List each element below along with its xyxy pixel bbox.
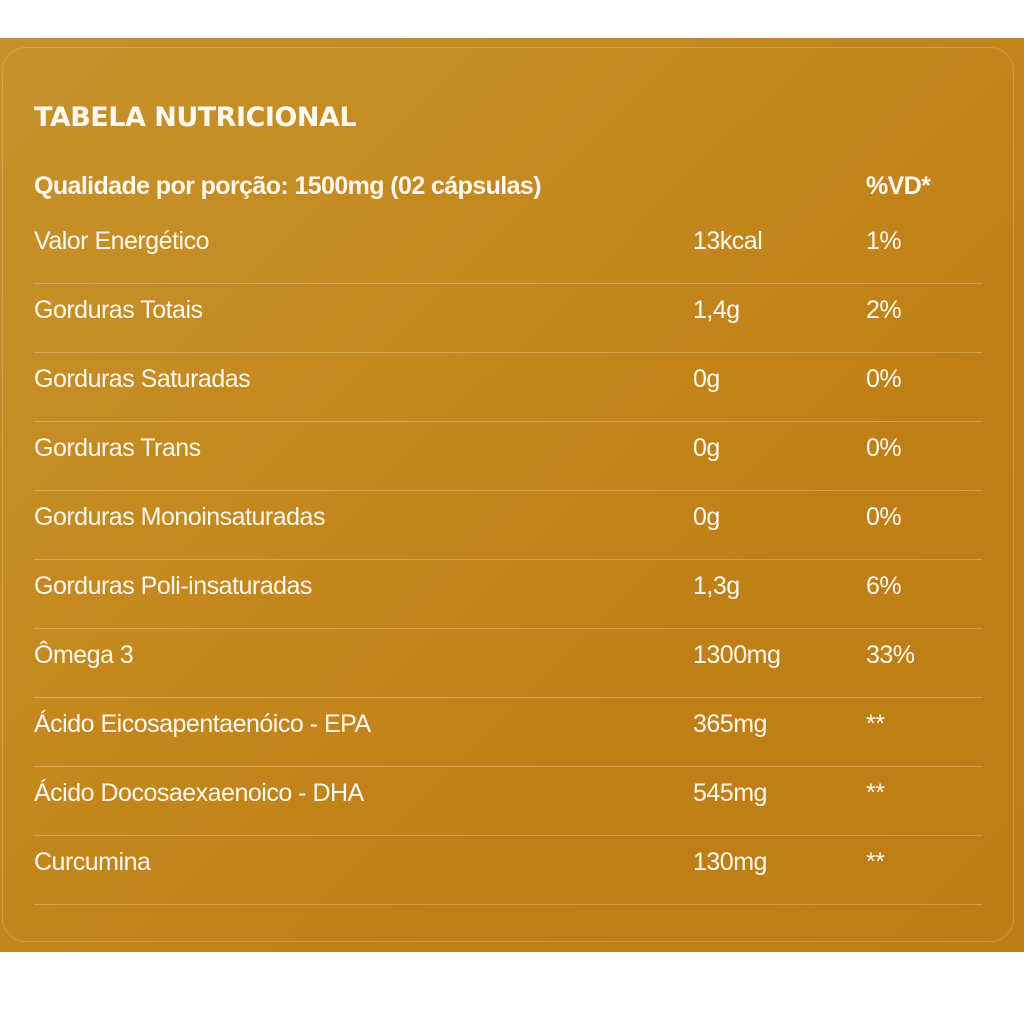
nutrient-amount: 130mg [693, 848, 767, 876]
nutrient-name: Ômega 3 [34, 641, 134, 669]
table-row [34, 698, 982, 767]
table-row [34, 284, 982, 353]
nutrient-vd: 0% [866, 434, 902, 462]
nutrient-name: Gorduras Saturadas [34, 365, 251, 393]
nutrient-amount: 0g [693, 434, 720, 462]
nutrient-vd: 6% [866, 572, 902, 600]
nutrient-amount: 1,3g [693, 572, 740, 600]
nutrition-panel [0, 38, 1024, 952]
nutrient-name: Ácido Docosaexaenoico - DHA [34, 779, 364, 807]
nutrient-amount: 0g [693, 365, 720, 393]
nutrient-vd: ** [866, 848, 885, 876]
nutrient-amount: 1300mg [693, 641, 781, 669]
nutrient-amount: 0g [693, 503, 720, 531]
nutrient-amount: 365mg [693, 710, 767, 738]
nutrient-vd: 33% [866, 641, 915, 669]
nutrient-name: Gorduras Poli-insaturadas [34, 572, 312, 600]
vd-column-header: %VD* [866, 172, 931, 200]
nutrient-name: Gorduras Totais [34, 296, 203, 324]
table-row [34, 629, 982, 698]
table-row [34, 215, 982, 284]
nutrient-vd: ** [866, 779, 885, 807]
nutrient-vd: 2% [866, 296, 902, 324]
nutrient-name: Curcumina [34, 848, 151, 876]
nutrient-name: Gorduras Monoinsaturadas [34, 503, 325, 531]
table-row [34, 491, 982, 560]
table-row [34, 422, 982, 491]
nutrient-name: Valor Energético [34, 227, 209, 255]
table-row [34, 836, 982, 905]
nutrition-rows [34, 215, 982, 905]
table-row [34, 353, 982, 422]
table-title: TABELA NUTRICIONAL [34, 102, 357, 133]
portion-label: Qualidade por porção: 1500mg (02 cápsulas) [34, 172, 541, 200]
nutrient-vd: 1% [866, 227, 902, 255]
table-row [34, 560, 982, 629]
nutrient-vd: ** [866, 710, 885, 738]
table-header-row [34, 172, 982, 204]
nutrient-amount: 545mg [693, 779, 767, 807]
nutrient-vd: 0% [866, 503, 902, 531]
nutrient-vd: 0% [866, 365, 902, 393]
nutrient-amount: 13kcal [693, 227, 763, 255]
nutrient-name: Ácido Eicosapentaenóico - EPA [34, 710, 371, 738]
table-row [34, 767, 982, 836]
nutrient-amount: 1,4g [693, 296, 740, 324]
nutrient-name: Gorduras Trans [34, 434, 201, 462]
